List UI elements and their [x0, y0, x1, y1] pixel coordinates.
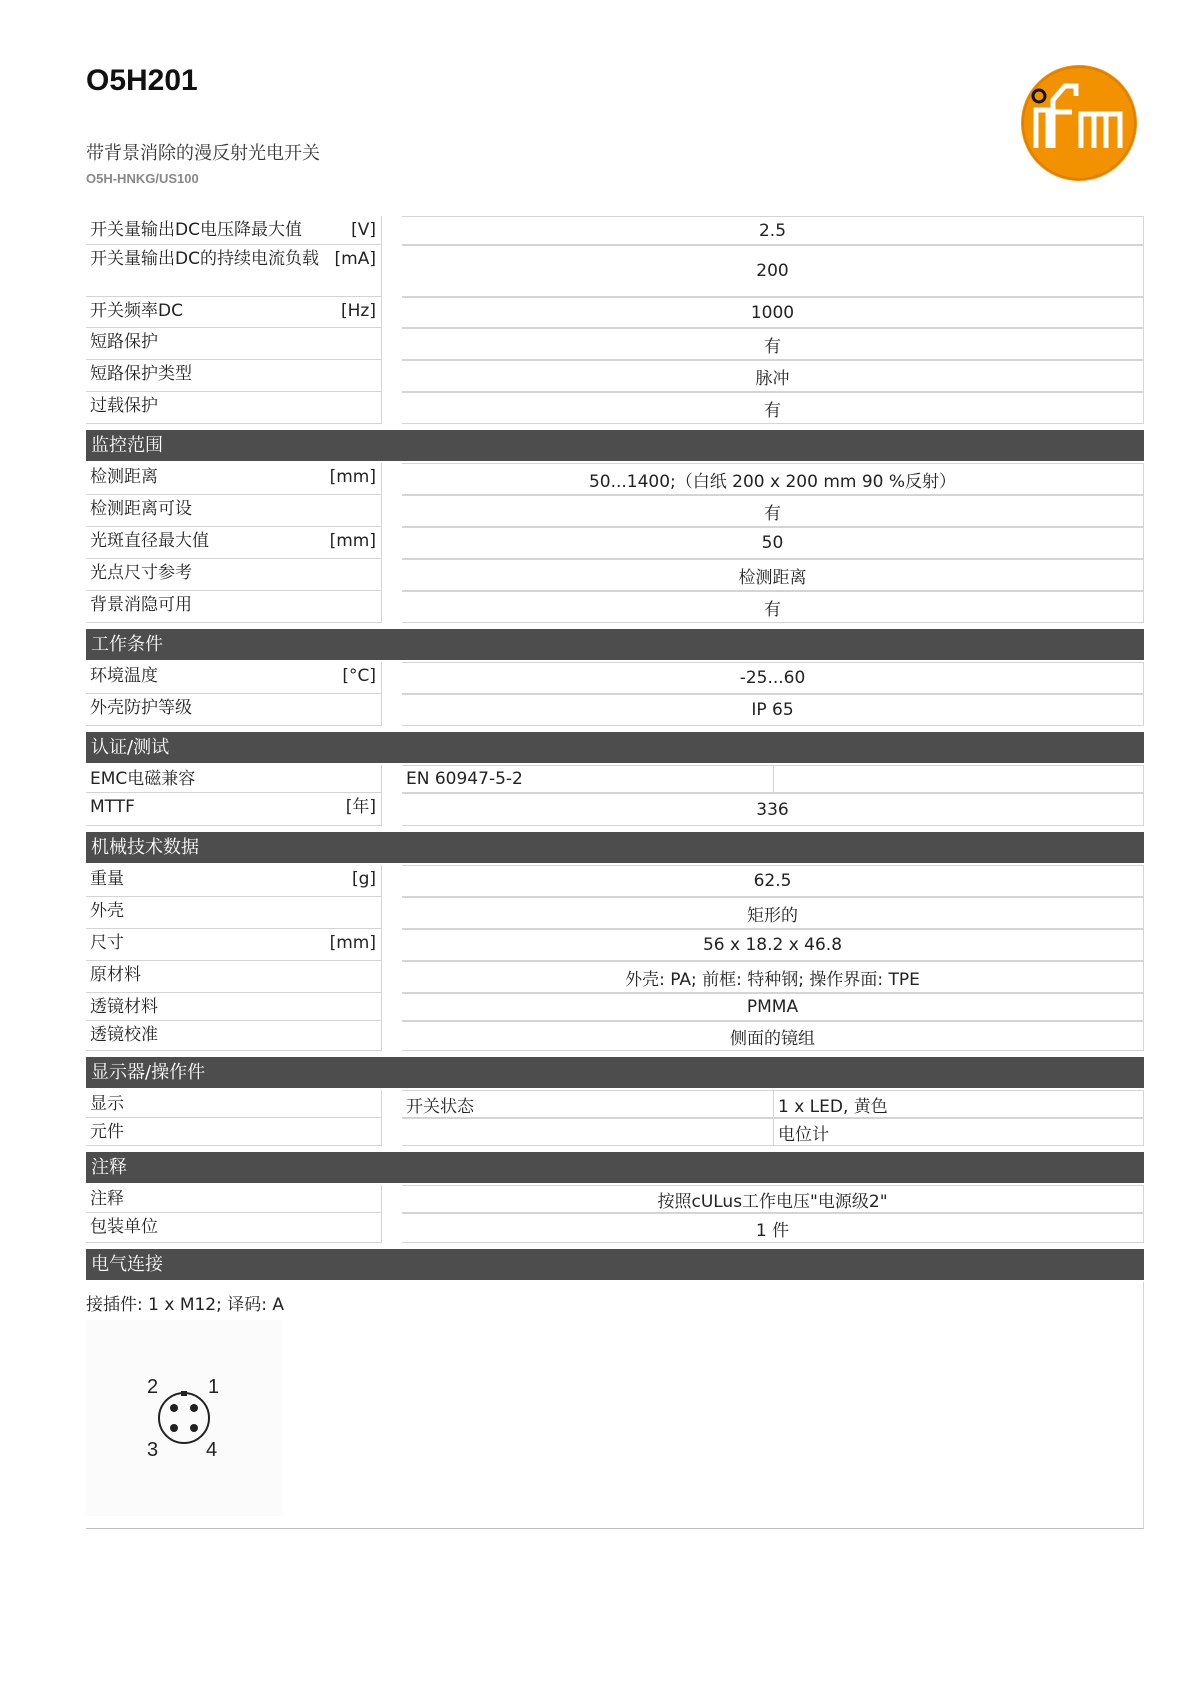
row-value: 336: [402, 793, 1144, 826]
table-row: [86, 245, 1144, 297]
row-label: 外壳: [90, 901, 124, 921]
table-row: [86, 694, 1144, 726]
section-header-mechanical: 机械技术数据: [86, 832, 1144, 863]
row-value: 200: [402, 245, 1144, 297]
row-value: 侧面的镜组: [402, 1021, 1144, 1051]
emc-standard-extra: [774, 765, 1144, 793]
article-number: O5H-HNKG/US100: [86, 171, 199, 186]
connector-description: 接插件: 1 x M12; 译码: A: [86, 1295, 285, 1315]
row-label: 检测距离: [90, 467, 158, 487]
pin-label-3: 3: [147, 1439, 159, 1461]
row-label: 重量: [90, 869, 124, 889]
row-unit: [mA]: [334, 249, 376, 269]
table-row: [86, 559, 1144, 591]
electrical-connection-panel: [86, 1282, 1144, 1529]
emc-standard: EN 60947-5-2: [402, 765, 774, 793]
row-label: MTTF: [90, 797, 135, 817]
table-row: [86, 662, 1144, 694]
datasheet-table: [86, 216, 1144, 1529]
row-value: 检测距离: [402, 559, 1144, 591]
ifm-logo: [1020, 64, 1138, 182]
table-row: [86, 765, 1144, 793]
row-value: IP 65: [402, 694, 1144, 726]
row-value: 50: [402, 527, 1144, 559]
table-row: [86, 865, 1144, 897]
row-label: 尺寸: [90, 933, 124, 953]
section-header-notes: 注释: [86, 1152, 1144, 1183]
row-value: 矩形的: [402, 897, 1144, 929]
row-value: 有: [402, 591, 1144, 623]
table-row: [86, 1021, 1144, 1051]
row-value: PMMA: [402, 993, 1144, 1021]
table-row: [86, 897, 1144, 929]
table-row: [86, 216, 1144, 245]
row-label: 过载保护: [90, 396, 158, 416]
pin-1-dot: [190, 1404, 198, 1412]
row-label: 开关频率DC: [90, 301, 183, 321]
table-row: [86, 328, 1144, 360]
connector-pinout-diagram: [86, 1320, 282, 1516]
row-label: 背景消隐可用: [90, 595, 192, 615]
pin-label-2: 2: [147, 1376, 159, 1398]
row-value: 1000: [402, 297, 1144, 328]
table-row: [86, 993, 1144, 1021]
row-label: 注释: [90, 1189, 124, 1209]
pin-2-dot: [170, 1404, 178, 1412]
row-label: 透镜校准: [90, 1025, 158, 1045]
row-unit: [Hz]: [341, 301, 376, 321]
row-label: 原材料: [90, 965, 141, 985]
table-row: [86, 1118, 1144, 1146]
table-row: [86, 360, 1144, 392]
table-row: [86, 527, 1144, 559]
pin-3-dot: [170, 1424, 178, 1432]
row-label: 开关量输出DC电压降最大值: [90, 220, 302, 240]
table-row: [86, 1185, 1144, 1213]
row-value: 有: [402, 495, 1144, 527]
row-label: 显示: [90, 1094, 124, 1114]
table-row: [86, 297, 1144, 328]
row-value: 50...1400;（白纸 200 x 200 mm 90 %反射）: [402, 463, 1144, 495]
display-value: 1 x LED, 黄色: [774, 1090, 1144, 1118]
row-value: -25...60: [402, 662, 1144, 694]
row-unit: [年]: [345, 797, 376, 817]
section-header-monitoring: 监控范围: [86, 430, 1144, 461]
section-header-operating: 工作条件: [86, 629, 1144, 660]
table-row: [86, 961, 1144, 993]
table-row: [86, 929, 1144, 961]
row-label: 包装单位: [90, 1217, 158, 1237]
row-value: 按照cULus工作电压"电源级2": [402, 1185, 1144, 1213]
row-value: 2.5: [402, 216, 1144, 245]
row-value: 1 件: [402, 1213, 1144, 1243]
section-header-display: 显示器/操作件: [86, 1057, 1144, 1088]
element-function: [402, 1118, 774, 1146]
display-function: 开关状态: [402, 1090, 774, 1118]
row-label: 短路保护类型: [90, 364, 192, 384]
section-header-electrical: 电气连接: [86, 1249, 1144, 1280]
row-unit: [mm]: [329, 933, 376, 953]
pin-4-dot: [190, 1424, 198, 1432]
element-value: 电位计: [774, 1118, 1144, 1146]
table-row: [86, 1090, 1144, 1118]
row-unit: [V]: [351, 220, 376, 240]
row-value: 有: [402, 392, 1144, 424]
row-value: 62.5: [402, 865, 1144, 897]
row-unit: [mm]: [329, 531, 376, 551]
table-row: [86, 392, 1144, 424]
product-subtitle: 带背景消除的漫反射光电开关: [86, 143, 320, 164]
row-label: 光斑直径最大值: [90, 531, 209, 551]
row-label: 短路保护: [90, 332, 158, 352]
table-row: [86, 591, 1144, 623]
row-unit: [mm]: [329, 467, 376, 487]
row-label: 透镜材料: [90, 997, 158, 1017]
pin-label-4: 4: [206, 1439, 218, 1461]
connector-key: [181, 1391, 187, 1396]
table-row: [86, 1213, 1144, 1243]
row-value: 外壳: PA; 前框: 特种钢; 操作界面: TPE: [402, 961, 1144, 993]
row-label: EMC电磁兼容: [90, 769, 196, 789]
section-header-approvals: 认证/测试: [86, 732, 1144, 763]
row-label: 元件: [90, 1122, 124, 1142]
row-label: 检测距离可设: [90, 499, 192, 519]
row-label: 环境温度: [90, 666, 158, 686]
pin-label-1: 1: [208, 1376, 220, 1398]
table-row: [86, 495, 1144, 527]
product-title: O5H201: [86, 64, 198, 97]
table-row: [86, 793, 1144, 826]
row-label: 光点尺寸参考: [90, 563, 192, 583]
row-label: 开关量输出DC的持续电流负载: [90, 249, 319, 269]
table-row: [86, 463, 1144, 495]
connector-outline: [159, 1393, 209, 1443]
row-unit: [g]: [351, 869, 376, 889]
row-unit: [°C]: [342, 666, 376, 686]
row-value: 脉冲: [402, 360, 1144, 392]
row-value: 56 x 18.2 x 46.8: [402, 929, 1144, 961]
row-value: 有: [402, 328, 1144, 360]
row-label: 外壳防护等级: [90, 698, 192, 718]
